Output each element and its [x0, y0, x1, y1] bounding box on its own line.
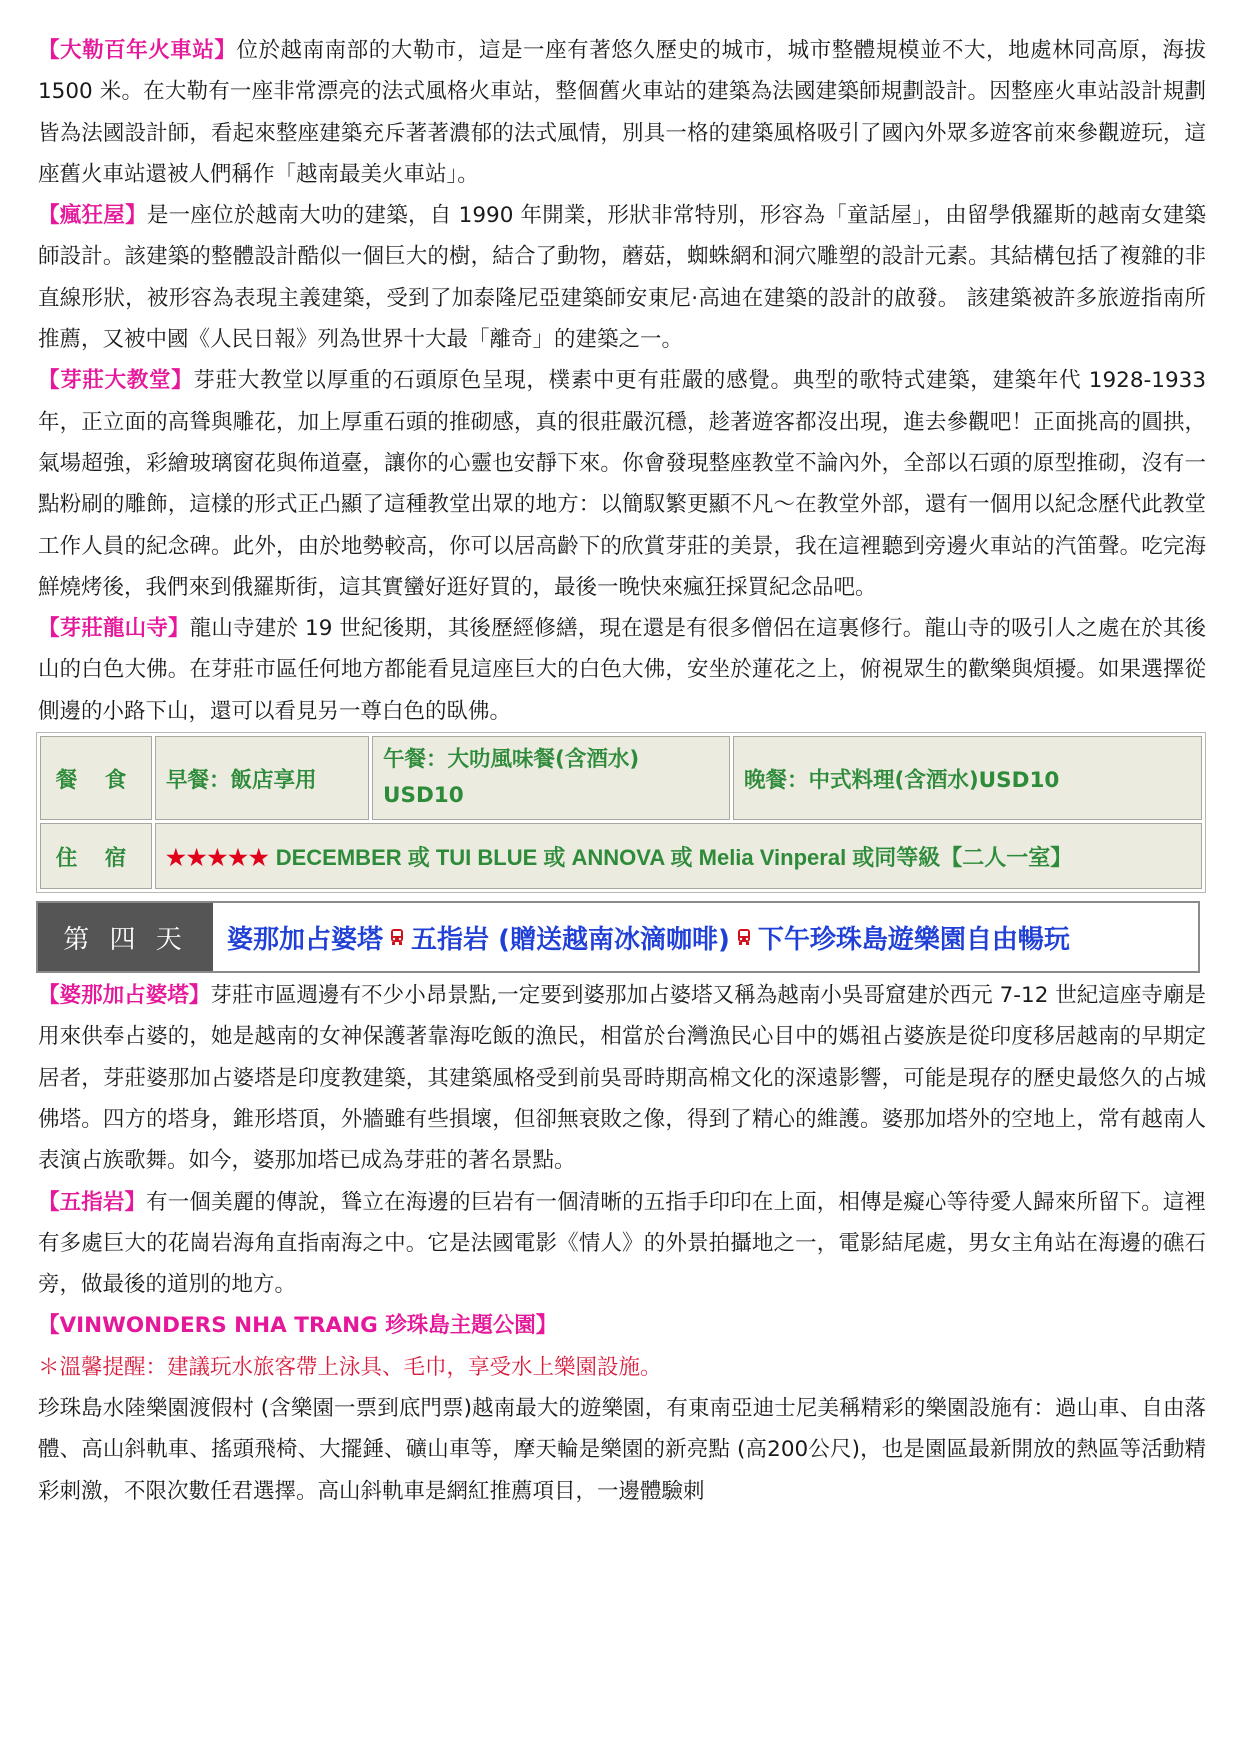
bus-icon	[736, 928, 752, 946]
breakfast-cell: 早餐：飯店享用	[155, 736, 369, 820]
lunch-line2: USD10	[383, 783, 464, 809]
section-text: 龍山寺建於 19 世紀後期，其後歷經修繕，現在還是有很多僧侶在這裏修行。龍山寺的吸引人之處在於其後山的白色大佛。在芽莊市區任何地方都能看見這座巨大的白色大佛，安坐於蓮花之上，俯視眾生的歡樂與煩擾。如果選擇從側邊的小路下山，還可以看見另一尊白色的臥佛。	[38, 616, 1206, 724]
meal-label: 餐 食	[40, 736, 152, 820]
section-five-finger-rock	[38, 1182, 1206, 1306]
section-text: 芽莊市區週邊有不少小昂景點,一定要到婆那加占婆塔又稱為越南小吳哥窟建於西元 7-12 世紀這座寺廟是用來供奉占婆的，她是越南的女神保護著靠海吃飯的漁民，相當於台灣漁民心目中的媽祖占婆族是從印度移居越南的早期定居者，芽莊婆那加占婆塔是印度教建築，其建築風格受到前吳哥時期高棉文化的深遠影響，可能是現存的歷史最悠久的占城佛塔。四方的塔身，錐形塔頂，外牆雖有些損壞，但卻無衰敗之像，得到了精心的維護。婆那加塔外的空地上，常有越南人表演占族歌舞。如今，婆那加塔已成為芽莊的著名景點。	[38, 983, 1206, 1174]
section-tag: 【芽莊大教堂】	[38, 368, 194, 394]
bus-icon	[389, 928, 405, 946]
section-text: 位於越南南部的大勒市，這是一座有著悠久歷史的城市，城市整體規模並不大，地處林同高原，海拔 1500 米。在大勒有一座非常漂亮的法式風格火車站，整個舊火車站的建築為法國建築師規劃設計。因整座火車站設計規劃皆為法國設計師，看起來整座建築充斥著著濃郁的法式風情，別具一格的建築風格吸引了國內外眾多遊客前來參觀遊玩，這座舊火車站還被人們稱作「越南最美火車站」。	[38, 38, 1206, 187]
lodging-row	[40, 823, 1202, 889]
section-tag: 【瘋狂屋】	[38, 203, 147, 229]
day-title	[213, 903, 1070, 971]
meal-row	[40, 736, 1202, 820]
room-type: 【二人一室】	[940, 844, 1073, 870]
vinwonders-note: ＊溫馨提醒：建議玩水旅客帶上泳具、毛巾，享受水上樂園設施。	[38, 1354, 662, 1380]
section-tag: 【五指岩】	[38, 1189, 147, 1215]
section-long-son-pagoda	[38, 608, 1206, 732]
meal-lodging-table	[36, 732, 1206, 893]
section-tag: 【婆那加占婆塔】	[38, 983, 211, 1009]
section-nha-trang-cathedral	[38, 360, 1206, 608]
section-text: 是一座位於越南大叻的建築，自 1990 年開業，形狀非常特別，形容為「童話屋」，由留學俄羅斯的越南女建築師設計。該建築的整體設計酷似一個巨大的樹，結合了動物，蘑菇，蜘蛛網和洞穴雕塑的設計元素。其結構包括了複雜的非直線形狀，被形容為表現主義建築，受到了加泰隆尼亞建築師安東尼·高迪在建築的設計的啟發。 該建築被許多旅遊指南所推薦，又被中國《人民日報》列為世界十大最「離奇」的建築之一。	[38, 203, 1206, 353]
day-header	[36, 901, 1200, 973]
hotel-cell	[155, 823, 1202, 889]
lodging-label: 住 宿	[40, 823, 152, 889]
section-text: 有一個美麗的傳說，聳立在海邊的巨岩有一個清晰的五指手印印在上面，相傳是癡心等待愛人歸來所留下。這裡有多處巨大的花崗岩海角直指南海之中。它是法國電影《情人》的外景拍攝地之一，電影結尾處，男女主角站在海邊的礁石旁，做最後的道別的地方。	[38, 1189, 1206, 1298]
section-dalat-station	[38, 30, 1206, 195]
day-label: 第 四 天	[38, 903, 213, 971]
vinwonders-title: 【VINWONDERS NHA TRANG 珍珠島主題公園】	[38, 1313, 558, 1339]
day-stop-1: 婆那加占婆塔	[227, 924, 384, 955]
lunch-line1: 午餐：大叻風味餐(含酒水)	[383, 747, 640, 773]
section-crazy-house	[38, 195, 1206, 360]
dinner-cell: 晚餐：中式料理(含酒水)USD10	[733, 736, 1202, 820]
day-stop-3: 下午珍珠島遊樂園自由暢玩	[757, 924, 1070, 955]
vinwonders-text: 珍珠島水陸樂園渡假村 (含樂園一票到底門票)越南最大的遊樂園，有東南亞迪士尼美稱精彩的樂園設施有：過山車、自由落體、高山斜軌車、搖頭飛椅、大擺錘、礦山車等，摩天輪是樂園的新亮點 (高200公尺)，也是園區最新開放的熱區等活動精彩刺激，不限次數任君選擇。高山斜軌車是網紅推薦項目，一邊體驗刺	[38, 1396, 1206, 1504]
section-text: 芽莊大教堂以厚重的石頭原色呈現，樸素中更有莊嚴的感覺。典型的歌特式建築，建築年代 1928-1933 年，正立面的高聳與雕花，加上厚重石頭的推砌感，真的很莊嚴沉穩，趁著遊客都沒出現，進去參觀吧！正面挑高的圓拱，氣場超強，彩繪玻璃窗花與佈道臺，讓你的心靈也安靜下來。你會發現整座教堂不論內外，全部以石頭的原型推砌，沒有一點粉刷的雕飾，這樣的形式正凸顯了這種教堂出眾的地方：以簡馭繁更顯不凡～在教堂外部，還有一個用以紀念歷代此教堂工作人員的紀念碑。此外，由於地勢較高，你可以居高齡下的欣賞芽莊的美景，我在這裡聽到旁邊火車站的汽笛聲。吃完海鮮燒烤後，我們來到俄羅斯街，這其實蠻好逛好買的，最後一晚快來瘋狂採買紀念品吧。	[38, 368, 1206, 600]
section-po-nagar	[38, 975, 1206, 1181]
itinerary-page	[38, 30, 1206, 1512]
day-stop-2: 五指岩 (贈送越南冰滴咖啡)	[411, 924, 730, 955]
section-tag: 【大勒百年火車站】	[38, 38, 237, 63]
star-rating: ★★★★★	[166, 844, 270, 870]
hotel-list: DECEMBER 或 TUI BLUE 或 ANNOVA 或 Melia Vinperal 或同等級	[269, 844, 941, 870]
section-tag: 【芽莊龍山寺】	[38, 616, 190, 642]
lunch-cell	[372, 736, 730, 820]
